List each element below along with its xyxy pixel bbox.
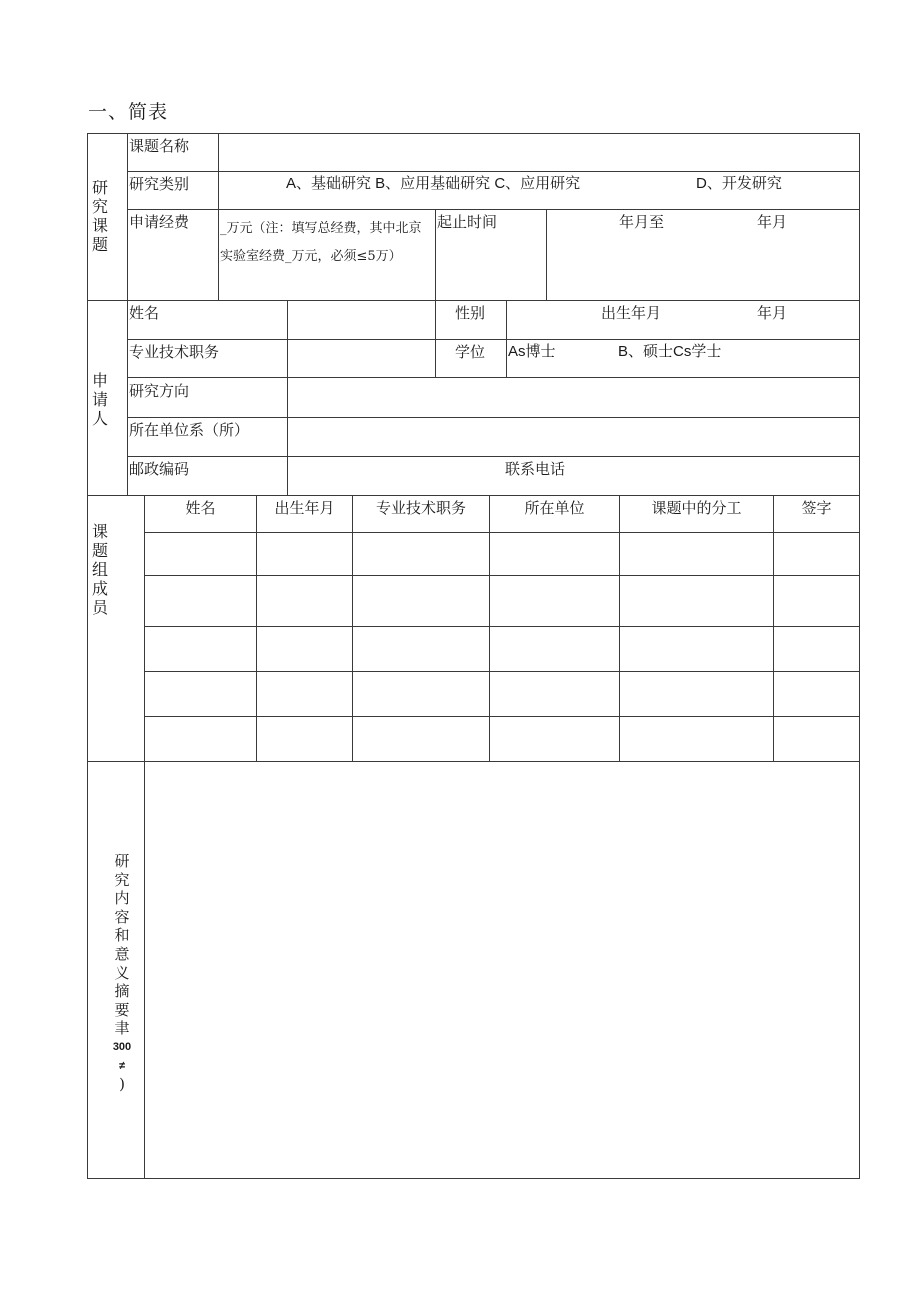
grid-line	[127, 133, 128, 301]
grid-line	[127, 209, 860, 210]
project-name-field[interactable]	[219, 134, 859, 171]
degree-option-bc[interactable]: B、硕士Cs学士	[618, 343, 722, 360]
project-type-option-d[interactable]: D、开发研究	[696, 175, 782, 192]
period-from: 年月至	[619, 213, 665, 231]
period-label: 起止时间	[437, 213, 498, 231]
applicant-name-label: 姓名	[129, 304, 160, 322]
degree-option-a[interactable]: As博士	[508, 343, 556, 360]
direction-label: 研究方向	[129, 382, 190, 400]
funding-note-line1: _万元（注：填写总经费，其中北京	[220, 221, 422, 236]
table-bottom-border	[87, 1178, 860, 1179]
project-section-label: 研 究 课 题	[91, 178, 108, 254]
funding-note-line2: 实验室经费_万元，必须≤5万）	[220, 249, 402, 264]
phone-label: 联系电话	[505, 460, 566, 478]
grid-line	[127, 171, 860, 172]
members-row[interactable]	[145, 717, 859, 761]
unit-field[interactable]	[288, 418, 859, 456]
section-divider	[87, 300, 860, 301]
applicant-section-label: 申 请 人	[91, 371, 108, 428]
degree-label: 学位	[455, 343, 486, 361]
period-to: 年月	[757, 213, 788, 231]
grid-line	[127, 339, 860, 340]
grid-line	[435, 209, 436, 301]
table-right-border	[859, 133, 860, 1179]
members-row[interactable]	[145, 627, 859, 671]
members-col-name: 姓名	[185, 499, 216, 517]
grid-line	[506, 300, 507, 378]
members-col-unit: 所在单位	[524, 499, 585, 517]
page-title: 一、简表	[88, 101, 169, 123]
title-field[interactable]	[288, 340, 435, 377]
members-col-birth: 出生年月	[274, 499, 335, 517]
project-type-options[interactable]: A、基础研究 B、应用基础研究 C、应用研究	[286, 175, 581, 192]
birth-unit: 年月	[757, 304, 788, 322]
grid-line	[127, 456, 860, 457]
members-col-role: 课题中的分工	[651, 499, 742, 517]
members-col-signature: 签字	[801, 499, 832, 517]
grid-line	[127, 300, 128, 496]
applicant-name-field[interactable]	[288, 301, 435, 339]
section-divider	[87, 495, 860, 496]
members-row[interactable]	[145, 672, 859, 716]
members-col-title: 专业技术职务	[375, 499, 466, 517]
table-left-border	[87, 133, 88, 1179]
grid-line	[435, 300, 436, 378]
members-section-label: 课 题 组 成 员	[91, 522, 108, 617]
summary-content-field[interactable]	[145, 762, 859, 1178]
postcode-label: 邮政编码	[129, 460, 190, 478]
members-row[interactable]	[145, 533, 859, 575]
project-type-label: 研究类别	[129, 175, 190, 193]
direction-field[interactable]	[288, 378, 859, 417]
summary-section-label: 研 究 内 容 和 意 义 摘 要 聿 300≠ )	[112, 852, 132, 1094]
gender-label: 性别	[455, 304, 486, 322]
unit-label: 所在单位系（所）	[129, 421, 250, 439]
funding-label: 申请经费	[129, 213, 190, 231]
members-row[interactable]	[145, 576, 859, 626]
project-name-label: 课题名称	[129, 137, 190, 155]
title-label: 专业技术职务	[129, 343, 220, 361]
grid-line	[546, 209, 547, 301]
birth-label: 出生年月	[601, 304, 662, 322]
